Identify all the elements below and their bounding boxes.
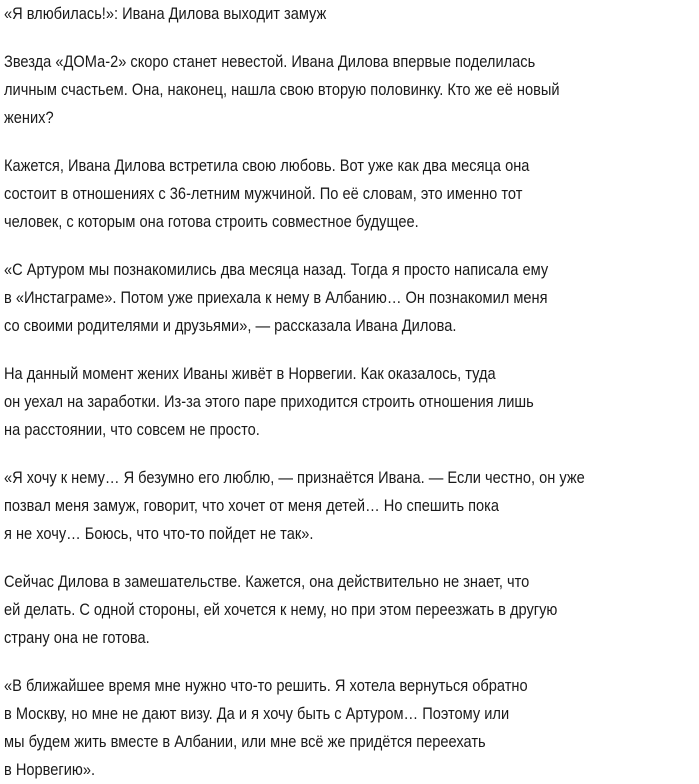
paragraph-5: «Я хочу к нему… Я безумно его люблю, — признаётся Ивана. — Если честно, он уже позвал меня замуж, говорит, что хочет от меня детей… Но спешить пока я не хочу… Боюсь, что что-то пойдет не так». [4, 468, 585, 543]
article [4, 0, 696, 784]
paragraph-6: Сейчас Дилова в замешательстве. Кажется, она действительно не знает, что ей делать. С одной стороны, ей хочется к нему, но при этом переезжать в другую страну она не готова. [4, 572, 558, 647]
paragraph-7: «В ближайшее время мне нужно что-то решить. Я хотела вернуться обратно в Москву, но мне не дают визу. Да и я хочу быть с Артуром… Поэтому или мы будем жить вместе в Албании, или мне всё же придётся переехать в Норвегию». [4, 676, 528, 779]
article-title: «Я влюбилась!»: Ивана Дилова выходит замуж [4, 4, 327, 23]
paragraph-3: «С Артуром мы познакомились два месяца назад. Тогда я просто написала ему в «Инстаграме». Потом уже приехала к нему в Албанию… Он познакомил меня со своими родителями и друзьями», — рассказала Ивана Дилова. [4, 260, 549, 335]
paragraph-1: Звезда «ДОМа-2» скоро станет невестой. Ивана Дилова впервые поделилась личным счастьем. Она, наконец, нашла свою вторую половинку. Кто же её новый жених? [4, 52, 560, 127]
paragraph-4: На данный момент жених Иваны живёт в Норвегии. Как оказалось, туда он уехал на заработки. Из-за этого паре приходится строить отношения лишь на расстоянии, что совсем не просто. [4, 364, 534, 439]
paragraph-2: Кажется, Ивана Дилова встретила свою любовь. Вот уже как два месяца она состоит в отношениях с 36-летним мужчиной. По её словам, это именно тот человек, с которым она готова строить совместное будущее. [4, 156, 530, 231]
